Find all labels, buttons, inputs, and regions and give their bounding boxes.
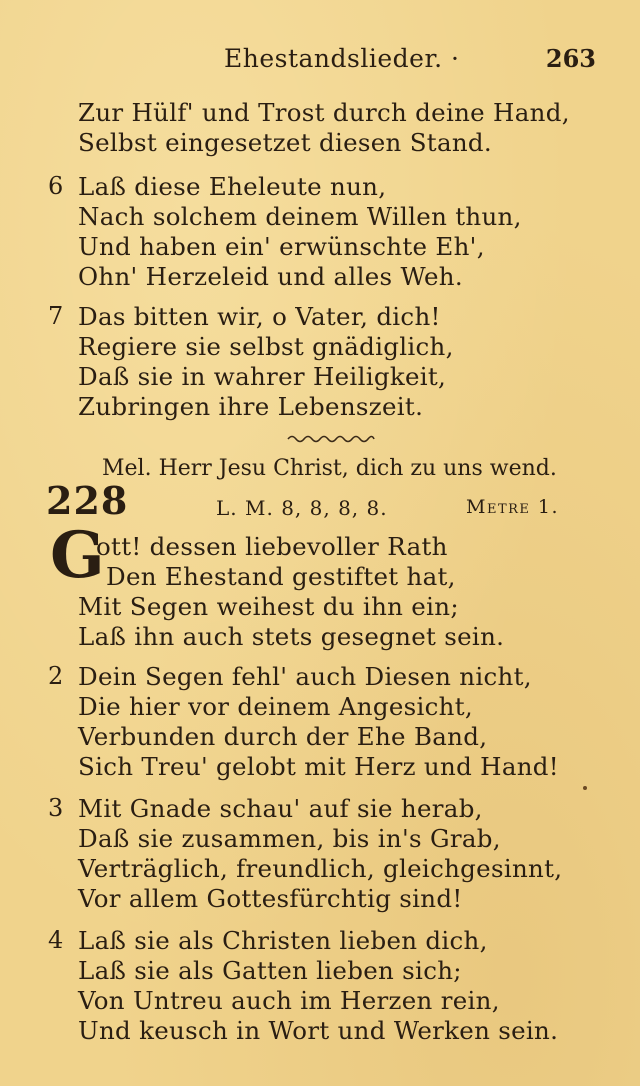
verse1-line-2: Den Ehestand gestiftet hat, bbox=[106, 562, 456, 591]
verse3-line-2: Daß sie zusammen, bis in's Grab, bbox=[78, 824, 501, 853]
melody-line: Mel. Herr Jesu Christ, dich zu uns wend. bbox=[102, 456, 557, 481]
continuation-line-2: Selbst eingesetzet diesen Stand. bbox=[78, 128, 493, 157]
verse2-line-4: Sich Treu' gelobt mit Herz und Hand! bbox=[78, 752, 559, 781]
verse2-line-3: Verbunden durch der Ehe Band, bbox=[78, 722, 488, 751]
ornament-divider-icon bbox=[286, 432, 376, 446]
verse6-line-3: Und haben ein' erwünschte Eh', bbox=[78, 232, 485, 261]
running-head: Ehestandslieder. · bbox=[224, 44, 460, 73]
meter-marking: L. M. 8, 8, 8, 8. bbox=[216, 496, 388, 520]
verse7-line-3: Daß sie in wahrer Heiligkeit, bbox=[78, 362, 447, 391]
verse6-line-1: Laß diese Eheleute nun, bbox=[78, 172, 387, 201]
page-header bbox=[0, 44, 640, 80]
verse4-line-2: Laß sie als Gatten lieben sich; bbox=[78, 956, 462, 985]
verse4-line-3: Von Untreu auch im Herzen rein, bbox=[78, 986, 500, 1015]
drop-cap: G bbox=[50, 518, 105, 593]
verse1-line-4: Laß ihn auch stets gesegnet sein. bbox=[78, 622, 505, 651]
verse-number-3: 3 bbox=[48, 794, 64, 822]
verse-number-2: 2 bbox=[48, 662, 64, 690]
verse3-line-4: Vor allem Gottesfürchtig sind! bbox=[78, 884, 463, 913]
verse6-line-4: Ohn' Herzeleid und alles Weh. bbox=[78, 262, 463, 291]
verse-number-4: 4 bbox=[48, 926, 64, 954]
verse2-line-1: Dein Segen fehl' auch Diesen nicht, bbox=[78, 662, 532, 691]
hymn-number: 228 bbox=[46, 478, 129, 523]
verse4-line-4: Und keusch in Wort und Werken sein. bbox=[78, 1016, 559, 1045]
verse7-line-4: Zubringen ihre Lebenszeit. bbox=[78, 392, 424, 421]
verse-number-6: 6 bbox=[48, 172, 64, 200]
verse-number-7: 7 bbox=[48, 302, 64, 330]
metre-label: Metre 1. bbox=[466, 496, 560, 518]
paper-speck bbox=[583, 786, 587, 790]
verse1-line-1: ott! dessen liebevoller Rath bbox=[96, 532, 448, 561]
continuation-line-1: Zur Hülf' und Trost durch deine Hand, bbox=[78, 98, 570, 127]
verse2-line-2: Die hier vor deinem Angesicht, bbox=[78, 692, 473, 721]
verse3-line-1: Mit Gnade schau' auf sie herab, bbox=[78, 794, 483, 823]
verse3-line-3: Verträglich, freundlich, gleichgesinnt, bbox=[78, 854, 563, 883]
verse6-line-2: Nach solchem deinem Willen thun, bbox=[78, 202, 522, 231]
verse4-line-1: Laß sie als Christen lieben dich, bbox=[78, 926, 488, 955]
page-number: 263 bbox=[545, 44, 596, 73]
verse7-line-2: Regiere sie selbst gnädiglich, bbox=[78, 332, 454, 361]
verse1-line-3: Mit Segen weihest du ihn ein; bbox=[78, 592, 459, 621]
verse7-line-1: Das bitten wir, o Vater, dich! bbox=[78, 302, 441, 331]
